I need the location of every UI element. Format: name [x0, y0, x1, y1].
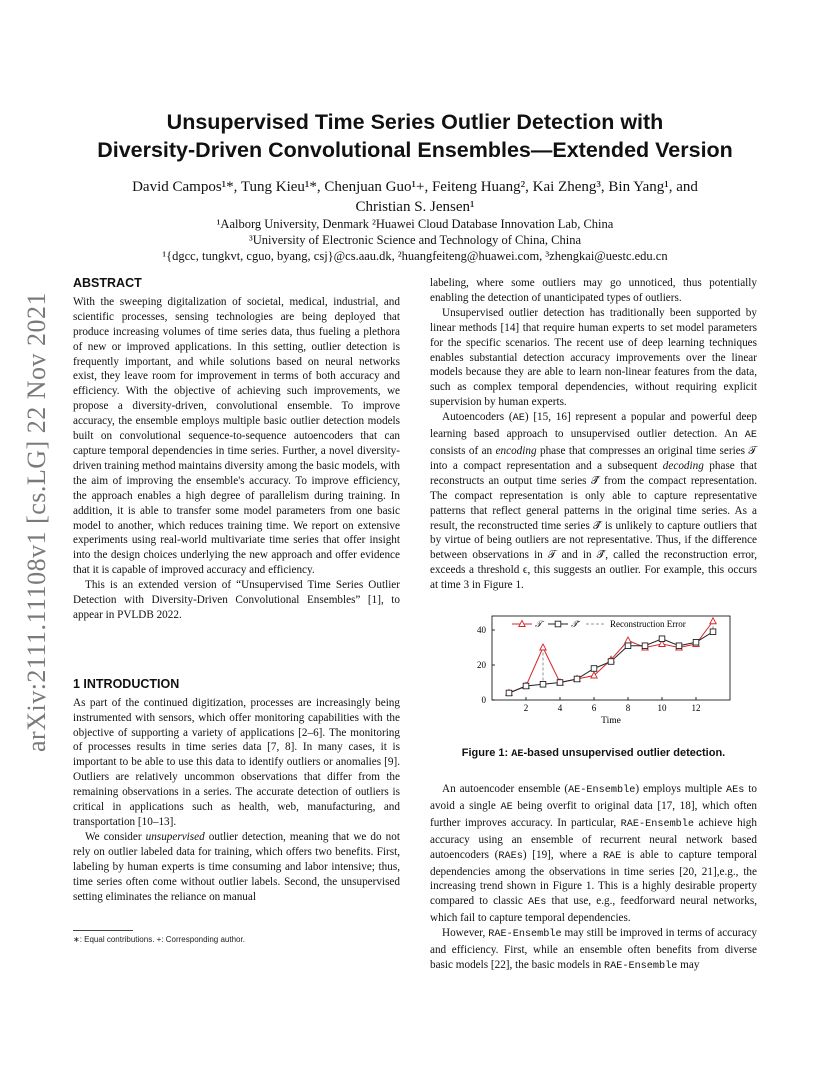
figure-caption [430, 747, 757, 760]
p4-g: is able to capture temporal dependencies among the observations in time series [20, 21],e.g., the increasing trend shown in Figure 1. This is a highly desirable property compared to classic [430, 848, 758, 908]
p3-text-c: consists of an [430, 444, 496, 457]
paper-title [70, 108, 760, 164]
series-point-square [608, 659, 614, 665]
affiliation-line-2: ³University of Electronic Science and Technology of China, China [248, 233, 582, 247]
series-point-square [574, 676, 580, 682]
x-tick-label: 2 [523, 703, 529, 713]
series-point-square [506, 690, 512, 696]
p3-text-a: Autoencoders ( [442, 411, 513, 424]
series-point-triangle [540, 644, 546, 650]
abstract-note: This is an extended version of “Unsupervised Time Series Outlier Detection with Diversity-Driven Convolutional Ensembles” [1], to appear in PVLDB 2022. [73, 579, 400, 621]
y-tick-label: 40 [477, 625, 486, 635]
arxiv-stamp [22, 282, 52, 762]
authors-line-2: Christian S. Jensen¹ [355, 199, 475, 215]
p4-m4: RAE-Ensemble [620, 818, 695, 830]
left-column [73, 276, 400, 904]
series-point-square [557, 680, 563, 686]
series-point-square [523, 683, 529, 689]
right-column-lower [430, 782, 757, 975]
intro-paragraph-1: As part of the continued digitization, processes are increasingly being instrumented with sensors, which offer monitoring capabilities with the objective of supporting a variety of applications [2–6]. The monitoring of processes results in time series data [7, 8]. In many cases, it is important to be able to use this data to identify outliers or anomalies [9]. Outliers are relatively uncommon observations that differ from the remaining observations in a series. The accurate detection of outliers is critical in applications such as health, web, manufacturing, and transportation [10–13]. [73, 696, 400, 828]
affiliations [70, 216, 760, 264]
series-point-triangle [710, 618, 716, 624]
p4-f: ) [19], where a [522, 848, 603, 861]
right-paragraph-5 [430, 926, 757, 975]
series-point-square [642, 643, 648, 649]
legend-label-0: 𝒯 [535, 619, 542, 629]
series-point-square [659, 636, 665, 642]
intro-p2-text-b: outlier detection, meaning that we do not rely on outlier labeled data for training, which offers two benefits. First, labeling by human experts is time consuming and labor intensive; thus, time series often come without outlier labels. Second, the unsupervised setting eliminates the reliance on manual [73, 830, 400, 903]
title-line-1: Unsupervised Time Series Outlier Detection with [166, 110, 664, 134]
p4-m3: AE [500, 801, 513, 813]
legend-marker-1 [555, 621, 561, 627]
p4-m1: AE-Ensemble [568, 785, 636, 796]
right-column [430, 276, 757, 593]
arxiv-stamp-text: arXiv:2111.11108v1 [cs.LG] 22 Nov 2021 [22, 292, 52, 752]
p5-c: may [677, 958, 700, 971]
intro-p2-text-a: We consider [85, 830, 146, 843]
p4-h: that use, e.g., feedforward neural networks, which fail to capture temporal dependencies. [430, 895, 757, 925]
p4-m7: AEs [528, 897, 547, 909]
authors-line-1: David Campos¹*, Tung Kieu¹*, Chenjuan Guo¹+, Feiteng Huang², Kai Zheng³, Bin Yang¹, and [132, 179, 698, 195]
series-point-square [625, 643, 631, 649]
abstract-paragraph: With the sweeping digitalization of societal, medical, industrial, and scientific processes, sensing technologies are being deployed that produce increasing volumes of time series data, thus fueling a plethora of new or improved applications. In this setting, outlier detection is frequently important, and while solutions based on neural networks exist, they leave room for improvement in terms of both accuracy and efficiency. With the objective of achieving such improvements, we propose a diversity-driven, convolutional ensemble. To improve accuracy, the ensemble employs multiple basic outlier detection models built on convolutional sequence-to-sequence autoencoders that can capture temporal dependencies in time series. Further, a novel diversity-driven training method maintains diversity among the basic models, with the aim of improving the ensemble's accuracy. To improve efficiency, the approach enables a high degree of parallelism during training. In addition, it is able to transfer some model parameters from one basic model to another, which reduces training time. We report on extensive experiments using real-world multivariate time series that offer insight into the design choices underlying the new approach and offer evidence that it is capable of improved accuracy and efficiency. [73, 295, 400, 577]
title-line-2: Diversity-Driven Convolutional Ensembles—Extended Version [97, 138, 733, 162]
series-point-square [591, 666, 597, 672]
p4-m6: RAE [602, 850, 622, 862]
caption-a: Figure 1: [461, 747, 512, 759]
p5-b: may still be improved in terms of accuracy and efficiency. First, while an ensemble often benefits from diverse basic models [22], the basic models in [430, 927, 757, 971]
x-tick-label: 10 [657, 703, 667, 713]
author-list [70, 177, 760, 217]
p3-text-b: ) [15, 16] represent a popular and powerful deep learning based approach to unsupervised outlier detection. An [430, 411, 757, 441]
right-paragraph-2: Unsupervised outlier detection has traditionally been supported by linear methods [14] that require human experts to set model parameters for the specific scenarios. The recent use of deep learning techniques enables substantial detection accuracy improvements over the linear models because they are able to learn non-linear features from the data, such as complex temporal dependencies, without requiring explicit supervision by human experts. [430, 306, 757, 409]
right-paragraph-3 [430, 410, 757, 593]
outlier-line-chart [430, 604, 757, 734]
x-tick-label: 8 [625, 703, 631, 713]
affiliation-line-3: ¹{dgcc, tungkvt, cguo, byang, csj}@cs.aau.dk, ²huangfeiteng@huawei.com, ³zhengkai@uestc.edu.cn [162, 249, 668, 263]
series-point-square [710, 629, 716, 635]
y-tick-label: 0 [481, 695, 486, 705]
caption-b: -based unsupervised outlier detection. [523, 747, 726, 759]
legend-label-1: 𝒯̂ [571, 619, 578, 629]
p4-e: achieve high accuracy using an ensemble of recurrent neural network based autoencoders ( [430, 816, 757, 861]
series-point-square [676, 643, 682, 649]
figure-1 [430, 604, 757, 760]
introduction-heading: 1 INTRODUCTION [73, 676, 180, 691]
p4-b: ) employs multiple [635, 783, 727, 795]
x-tick-label: 6 [591, 703, 597, 713]
y-tick-label: 20 [477, 660, 486, 670]
p3-text-e: phase that reconstructs an output time series 𝒯̂ from the compact representation. The compact representation is only able to capture representative patterns that reflect general patterns in the original time series. As a result, the reconstructed time series 𝒯̂ is unlikely to capture outliers that by virtue of being outliers are not representative. Thus, if the difference between observations in 𝒯 and in 𝒯̂, called the reconstruction error, exceeds a threshold ϵ, this suggests an outlier. For example, this occurs at time 3 in Figure 1. [430, 459, 758, 592]
p4-d: being overfit to original data [17, 18], which often further improves accuracy. In particular, [430, 799, 758, 829]
abstract-heading: ABSTRACT [73, 276, 142, 290]
p4-a: An autoencoder ensemble ( [442, 783, 569, 795]
footnote-rule [73, 930, 133, 931]
p3-encoding-em: encoding [495, 444, 537, 457]
p3-text-d: phase that compresses an original time series 𝒯 into a compact representation and a subsequent [430, 444, 757, 472]
p5-m2: RAE-Ensemble [604, 960, 678, 972]
right-paragraph-4 [430, 782, 757, 926]
p3-ae-mono-2: AE [744, 430, 757, 442]
x-axis-label: Time [601, 716, 621, 726]
series-point-triangle [625, 637, 631, 643]
p5-a: However, [442, 927, 489, 940]
affiliation-line-1: ¹Aalborg University, Denmark ²Huawei Cloud Database Innovation Lab, China [216, 217, 614, 231]
p3-decoding-em: decoding [662, 459, 704, 472]
footnote [73, 930, 400, 944]
intro-p2-emphasis: unsupervised [145, 830, 205, 843]
p5-m1: RAE-Ensemble [488, 929, 562, 941]
caption-mono: AE [511, 749, 524, 760]
footnote-text: ∗: Equal contributions. +: Corresponding author. [73, 935, 245, 944]
p4-c: to avoid a single [430, 783, 757, 812]
right-paragraph-1: labeling, where some outliers may go unnoticed, thus potentially enabling the detection of unanticipated types of outliers. [430, 277, 757, 304]
intro-paragraph-2 [73, 830, 400, 905]
p4-m5: RAEs [498, 850, 523, 862]
series-point-square [693, 639, 699, 645]
p3-ae-mono: AE [512, 413, 525, 425]
x-tick-label: 4 [557, 703, 563, 713]
p4-m2: AEs [726, 785, 745, 796]
x-tick-label: 12 [691, 703, 701, 713]
series-point-square [540, 681, 546, 687]
legend-label-error: Reconstruction Error [610, 619, 686, 629]
